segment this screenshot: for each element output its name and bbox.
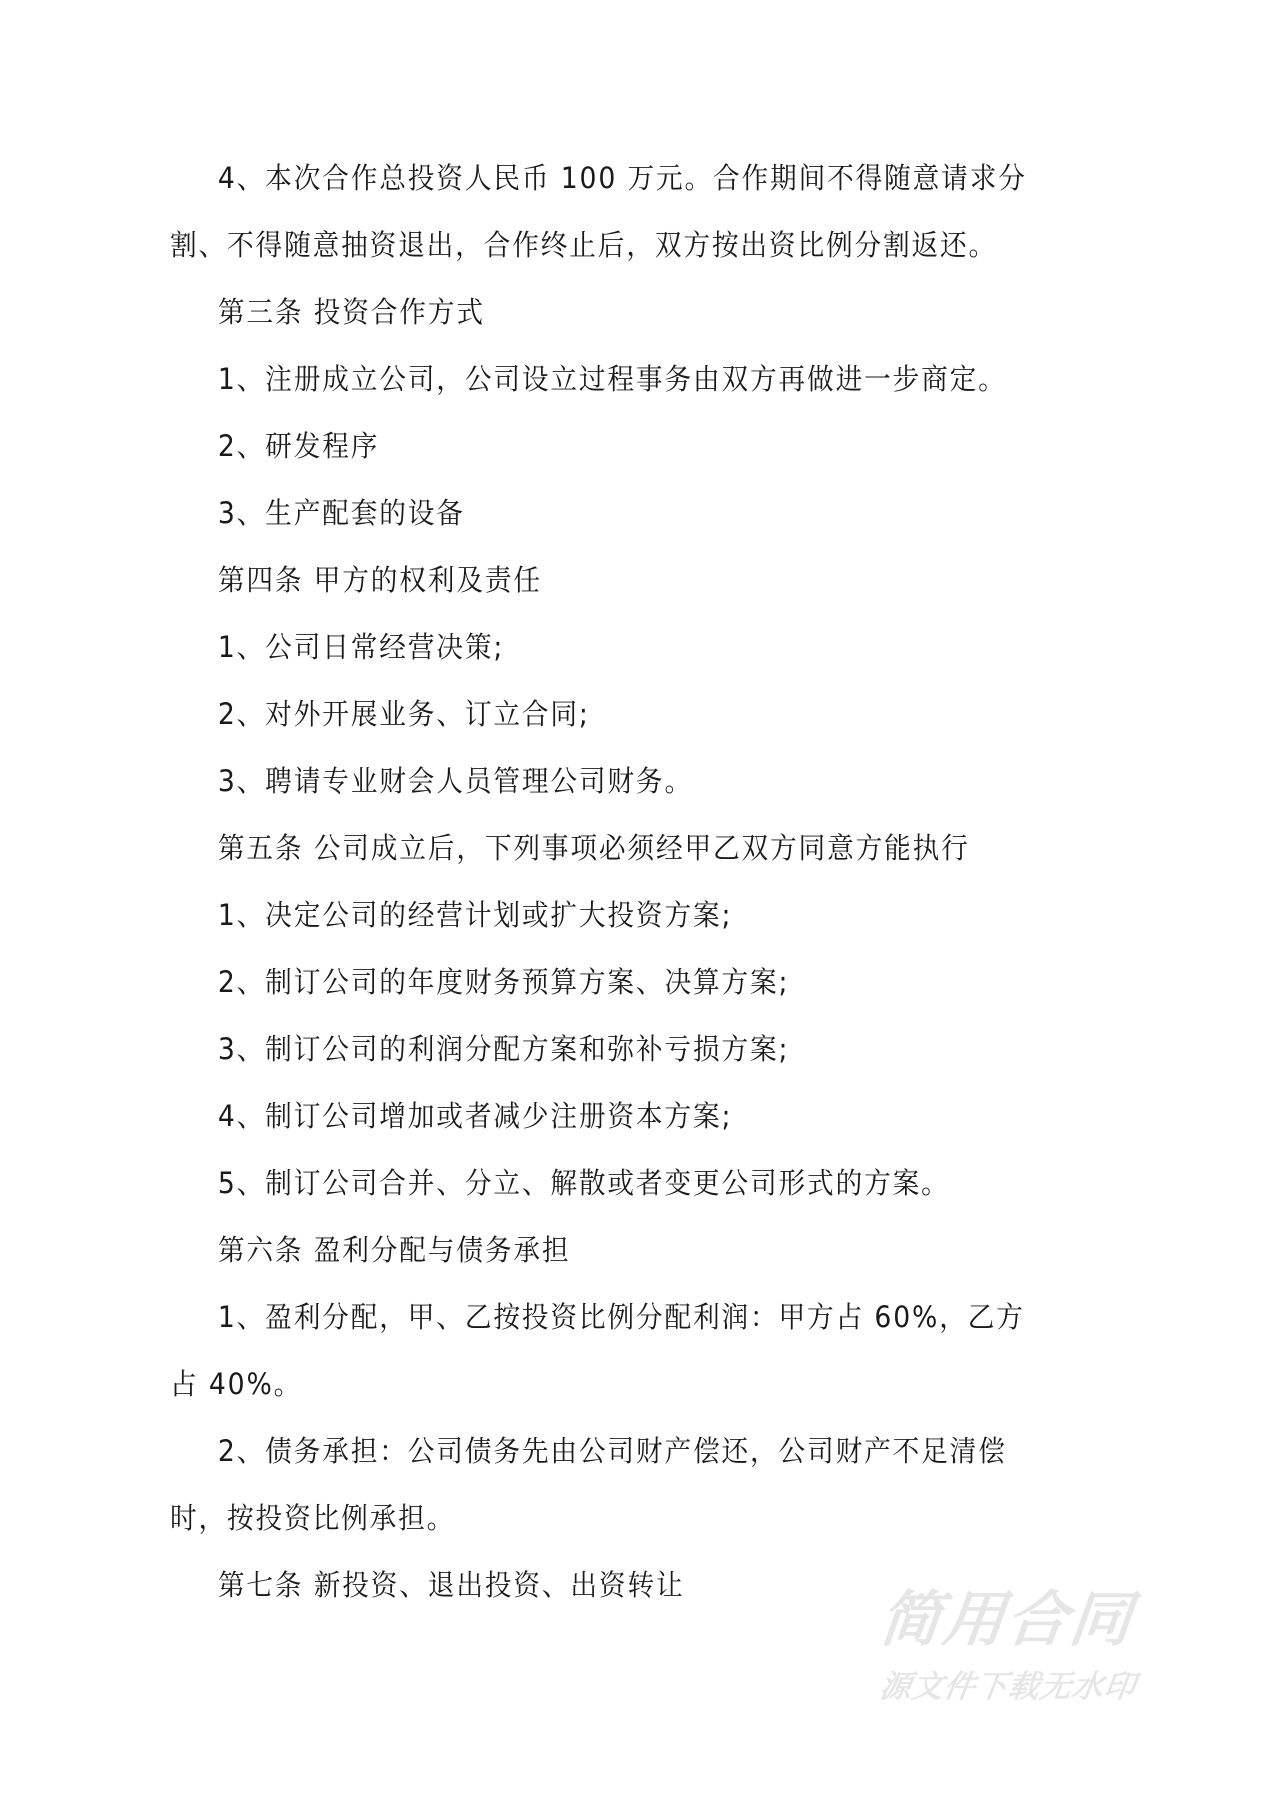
clause-item-continuation: 时，按投资比例承担。: [170, 1501, 456, 1535]
clause-item: 1、注册成立公司，公司设立过程事务由双方再做进一步商定。: [217, 362, 1007, 396]
section-heading: 第六条 盈利分配与债务承担: [217, 1233, 571, 1267]
clause-item-continuation: 割、不得随意抽资退出，合作终止后，双方按出资比例分割返还。: [170, 228, 998, 262]
watermark-title: 简用合同: [876, 1585, 1137, 1655]
section-heading: 第三条 投资合作方式: [217, 295, 485, 329]
clause-item: 4、本次合作总投资人民币 100 万元。合作期间不得随意请求分: [217, 161, 1027, 195]
watermark-subtitle: 源文件下载无水印: [877, 1669, 1139, 1705]
clause-item: 2、对外开展业务、订立合同;: [217, 697, 590, 731]
clause-item: 4、制订公司增加或者减少注册资本方案;: [217, 1099, 733, 1133]
clause-item: 2、债务承担：公司债务先由公司财产偿还，公司财产不足清偿: [217, 1434, 1007, 1468]
clause-item: 3、制订公司的利润分配方案和弥补亏损方案;: [217, 1032, 790, 1066]
clause-item: 1、决定公司的经营计划或扩大投资方案;: [217, 898, 733, 932]
clause-item: 5、制订公司合并、分立、解散或者变更公司形式的方案。: [217, 1166, 950, 1200]
clause-item: 2、研发程序: [217, 429, 380, 463]
section-heading: 第四条 甲方的权利及责任: [217, 563, 542, 597]
clause-item: 3、生产配套的设备: [217, 496, 465, 530]
clause-item: 1、盈利分配，甲、乙按投资比例分配利润：甲方占 60%，乙方: [217, 1300, 1025, 1334]
clause-item-continuation: 占 40%。: [170, 1367, 303, 1401]
section-heading: 第七条 新投资、退出投资、出资转让: [217, 1568, 685, 1602]
section-heading: 第五条 公司成立后，下列事项必须经甲乙双方同意方能执行: [217, 831, 970, 865]
clause-item: 3、聘请专业财会人员管理公司财务。: [217, 764, 693, 798]
clause-item: 1、公司日常经营决策;: [217, 630, 505, 664]
clause-item: 2、制订公司的年度财务预算方案、决算方案;: [217, 965, 790, 999]
document-body: [170, 145, 1027, 1619]
